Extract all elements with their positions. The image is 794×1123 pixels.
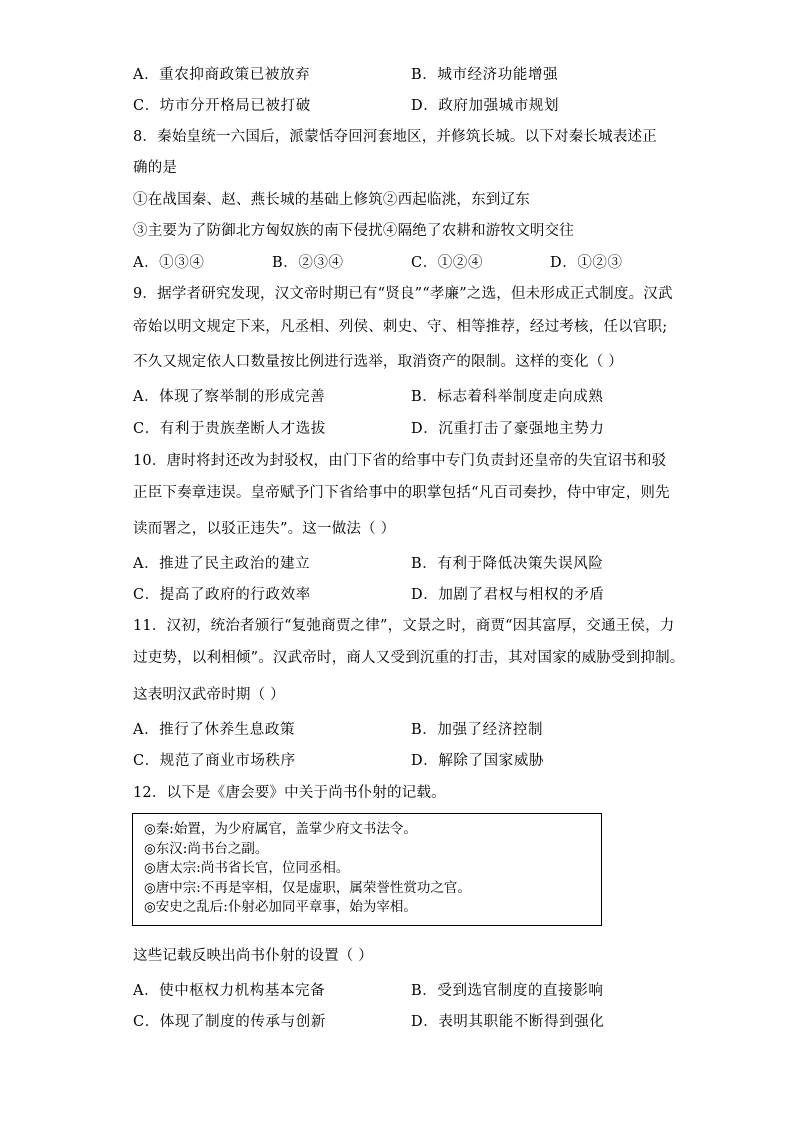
q8-option-a: A．①③④ — [133, 255, 205, 271]
quote-line-tangzhongzong: ◎唐中宗:不再是宰相，仅是虚职，属荣誉性赏功之官。 — [144, 879, 471, 896]
q10-stem-line-2: 正臣下奏章违误。皇帝赋予门下省给事中的职掌包括“凡百司奏抄，侍中审定，则先 — [133, 485, 670, 501]
q10-option-d: D．加剧了君权与相权的矛盾 — [411, 587, 605, 603]
q10-option-c: C．提高了政府的行政效率 — [133, 587, 311, 603]
q7-option-c: C．坊市分开格局已被打破 — [133, 98, 311, 114]
q12-stem-line-1: 12．以下是《唐会要》中关于尚书仆射的记载。 — [133, 785, 446, 801]
q9-stem-line-1: 9．据学者研究发现，汉文帝时期已有“贤良”“孝廉”之选，但未形成正式制度。汉武 — [133, 286, 673, 302]
q7-option-d: D．政府加强城市规划 — [411, 98, 560, 114]
q10-stem-line-1: 10．唐时将封还改为封驳权，由门下省的给事中专门负责封还皇帝的失宜诏书和驳 — [133, 453, 667, 469]
q8-option-c: C．①②④ — [411, 255, 484, 271]
q8-option-d: D．①②③ — [550, 255, 623, 271]
q10-option-b: B．有利于降低决策失误风险 — [411, 556, 604, 572]
q12-option-b: B．受到选官制度的直接影响 — [411, 983, 604, 999]
q9-option-b: B．标志着科举制度走向成熟 — [411, 389, 604, 405]
q12-option-a: A．使中枢权力机构基本完备 — [133, 983, 326, 999]
q11-option-b: B．加强了经济控制 — [411, 722, 544, 738]
q8-items-line-1: ①在战国秦、赵、燕长城的基础上修筑②西起临洮，东到辽东 — [133, 192, 530, 208]
q10-stem-line-3: 读而署之，以驳正违失”。这一做法（ ） — [133, 521, 396, 537]
q8-stem-line-2: 确的是 — [133, 160, 178, 176]
q12-option-d: D．表明其职能不断得到强化 — [411, 1014, 605, 1030]
q11-stem-line-1: 11．汉初，统治者颁行“复弛商贾之律”，文景之时，商贾“因其富厚，交通王侯，力 — [133, 618, 675, 634]
q9-stem-line-3: 不久又规定依人口数量按比例进行选举，取消资产的限制。这样的变化（ ） — [133, 354, 623, 370]
quote-box — [132, 813, 602, 926]
q11-option-c: C．规范了商业市场秩序 — [133, 753, 296, 769]
q11-stem-line-2: 过吏势，以利相倾”。汉武帝时，商人又受到沉重的打击，其对国家的威胁受到抑制。 — [133, 650, 685, 666]
q9-stem-line-2: 帝始以明文规定下来，凡丞相、列侯、刺史、守、相等推荐，经过考核，任以官职; — [133, 319, 668, 335]
quote-line-qin: ◎秦:始置，为少府属官，盖掌少府文书法令。 — [144, 821, 417, 837]
quote-line-donghan: ◎东汉:尚书台之副。 — [144, 840, 269, 857]
q11-option-d: D．解除了国家威胁 — [411, 753, 545, 769]
quote-line-tangtaizong: ◎唐太宗:尚书省长官，位同丞相。 — [144, 860, 350, 876]
q9-option-c: C．有利于贵族垄断人才选拔 — [133, 421, 326, 437]
q9-option-a: A．体现了察举制的形成完善 — [133, 389, 326, 405]
q12-option-c: C．体现了制度的传承与创新 — [133, 1014, 326, 1030]
q8-option-b: B．②③④ — [272, 255, 344, 271]
q11-stem-line-3: 这表明汉武帝时期（ ） — [133, 687, 285, 703]
q12-stem-line-2: 这些记载反映出尚书仆射的设置（ ） — [133, 948, 374, 964]
q7-option-b: B．城市经济功能增强 — [411, 67, 559, 83]
q8-stem-line-1: 8．秦始皇统一六国后，派蒙恬夺回河套地区，并修筑长城。以下对秦长城表述正 — [133, 129, 657, 145]
q7-option-a: A．重农抑商政策已被放弃 — [133, 67, 311, 83]
q11-option-a: A．推行了休养生息政策 — [133, 722, 296, 738]
q9-option-d: D．沉重打击了豪强地主势力 — [411, 421, 605, 437]
q8-items-line-2: ③主要为了防御北方匈奴族的南下侵扰④隔绝了农耕和游牧文明交往 — [133, 223, 574, 239]
quote-line-anshi: ◎安史之乱后:仆射必加同平章事，始为宰相。 — [144, 899, 417, 915]
q10-option-a: A．推进了民主政治的建立 — [133, 556, 311, 572]
